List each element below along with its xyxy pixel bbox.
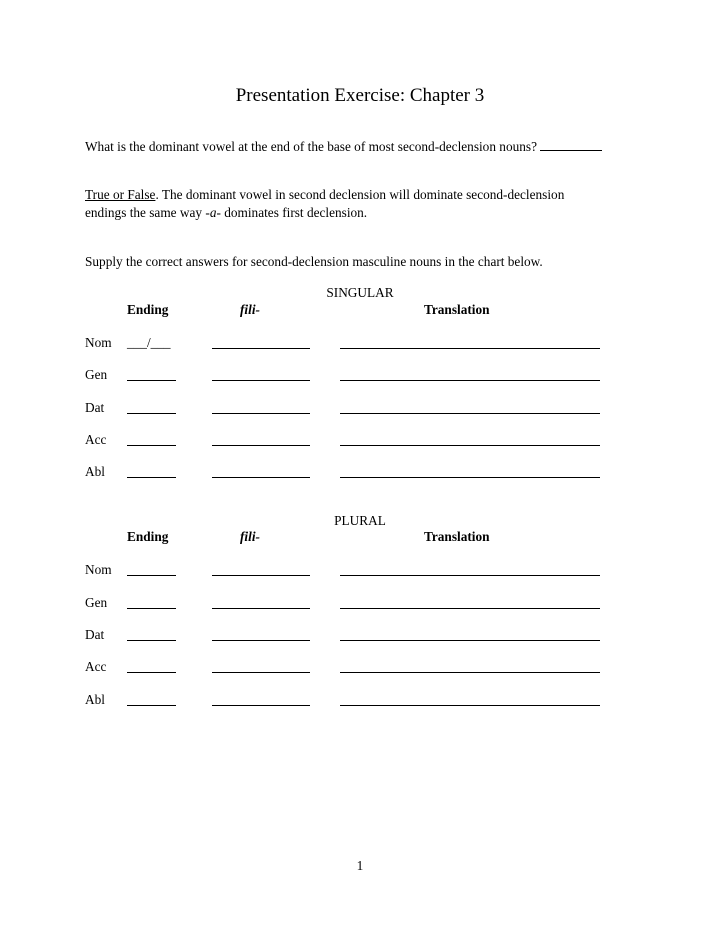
ending-blank [127, 608, 176, 609]
plural-stem-header: fili- [240, 529, 260, 544]
ending-blank [127, 413, 176, 414]
stem-blank [212, 608, 310, 609]
ending-blank [127, 672, 176, 673]
true-false-label: True or False [85, 187, 156, 202]
question-2-text-b: endings the same way - [85, 205, 210, 220]
stem-blank [212, 705, 310, 706]
ending-blank [127, 445, 176, 446]
translation-blank [340, 477, 600, 478]
translation-blank [340, 348, 600, 349]
ending-blank [127, 477, 176, 478]
case-label: Nom [85, 335, 112, 350]
case-label: Nom [85, 562, 112, 577]
question-1 [85, 138, 602, 156]
plural-ending-header: Ending [127, 529, 169, 544]
translation-blank [340, 705, 600, 706]
case-label: Acc [85, 432, 107, 447]
plural-title: PLURAL [334, 513, 386, 528]
case-label: Abl [85, 464, 105, 479]
translation-blank [340, 413, 600, 414]
ending-blank [127, 640, 176, 641]
nom-ending-blank: ___/___ [127, 335, 171, 350]
translation-blank [340, 445, 600, 446]
question-2 [85, 186, 645, 222]
page-number: 1 [356, 858, 364, 873]
translation-blank [340, 575, 600, 576]
question-1-answer-blank [540, 138, 602, 151]
question-1-text: What is the dominant vowel at the end of the base of most second-declension nouns? [85, 139, 537, 154]
stem-blank [212, 477, 310, 478]
question-2-vowel: a [209, 205, 217, 220]
ending-blank [127, 575, 176, 576]
case-label: Dat [85, 627, 105, 642]
translation-blank [340, 608, 600, 609]
stem-blank [212, 348, 310, 349]
stem-blank [212, 413, 310, 414]
case-label: Gen [85, 367, 108, 382]
page-title: Presentation Exercise: Chapter 3 [235, 85, 485, 106]
stem-blank [212, 575, 310, 576]
question-2-text-c: - dominates first declension. [216, 205, 368, 220]
singular-translation-header: Translation [424, 302, 490, 317]
singular-stem-header: fili- [240, 302, 260, 317]
chart-instruction: Supply the correct answers for second-declension masculine nouns in the chart below. [85, 254, 543, 269]
translation-blank [340, 380, 600, 381]
singular-ending-header: Ending [127, 302, 169, 317]
singular-title: SINGULAR [326, 285, 394, 300]
stem-blank [212, 672, 310, 673]
stem-blank [212, 380, 310, 381]
case-label: Gen [85, 595, 108, 610]
case-label: Acc [85, 659, 107, 674]
translation-blank [340, 672, 600, 673]
stem-blank [212, 445, 310, 446]
case-label: Dat [85, 400, 105, 415]
ending-blank [127, 380, 176, 381]
ending-blank [127, 705, 176, 706]
translation-blank [340, 640, 600, 641]
plural-translation-header: Translation [424, 529, 490, 544]
question-2-text-a: . The dominant vowel in second declension will dominate second-declension [155, 187, 565, 202]
case-label: Abl [85, 692, 105, 707]
stem-blank [212, 640, 310, 641]
